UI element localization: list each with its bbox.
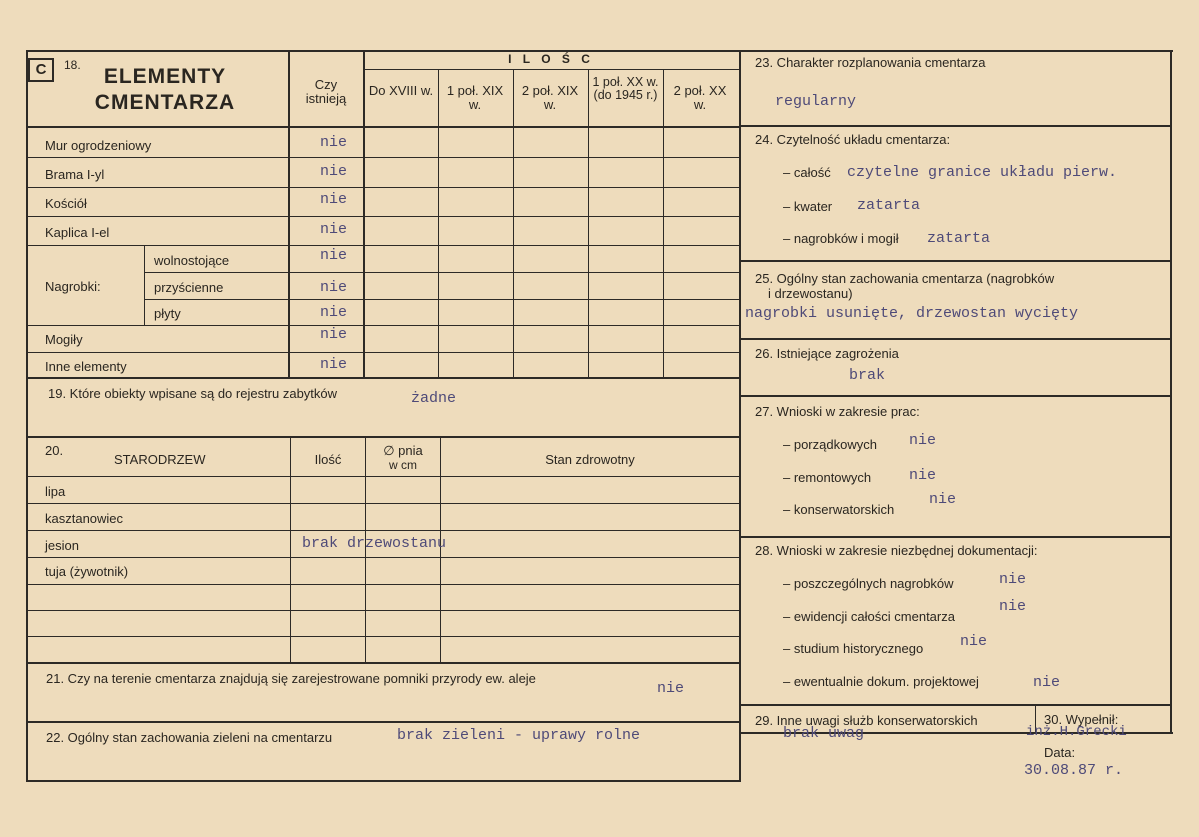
divider	[26, 530, 739, 531]
divider	[26, 187, 739, 188]
q20-number: 20.	[45, 443, 64, 458]
frame-right	[1170, 50, 1172, 734]
divider	[26, 584, 739, 585]
q24-item-label: – całość	[783, 165, 831, 180]
q28-item-label: – studium historycznego	[783, 641, 924, 656]
divider	[513, 70, 514, 378]
q29-label: 29. Inne uwagi służb konserwatorskich	[755, 713, 978, 728]
q30-name: inż.H.Grecki	[1026, 724, 1127, 740]
q27-label: 27. Wnioski w zakresie prac:	[755, 404, 920, 419]
row-value: nie	[320, 163, 348, 180]
section-letter-box: C	[28, 58, 54, 82]
nagrobki-sub-value: nie	[320, 279, 348, 296]
col-exists-header: Czy istnieją	[305, 77, 347, 106]
frame-middle	[739, 50, 741, 782]
col-period-2: 1 poł. XIX w.	[446, 83, 504, 112]
q28-label: 28. Wnioski w zakresie niezbędnej dokumentacji:	[755, 543, 1038, 558]
q20-col-diam: ∅ pnia	[383, 443, 423, 458]
q25-value: nagrobki usunięte, drzewostan wycięty	[745, 305, 1079, 322]
q19-label: 19. Które obiekty wpisane są do rejestru zabytków	[48, 386, 338, 401]
divider	[26, 503, 739, 504]
q30-date-label: Data:	[1044, 745, 1076, 760]
q20-header: STARODRZEW	[114, 452, 206, 467]
tree-label: lipa	[45, 484, 66, 499]
q24-item-value: zatarta	[927, 230, 991, 247]
divider	[26, 352, 739, 353]
divider	[144, 299, 739, 300]
frame-left	[26, 50, 28, 782]
q25-label-line1: 25. Ogólny stan zachowania cmentarza (nagrobków	[755, 271, 1055, 286]
divider	[26, 557, 739, 558]
q27-item-value: nie	[909, 467, 937, 484]
section-title-line2: CMENTARZA	[94, 91, 236, 114]
nagrobki-sub-label: płyty	[154, 306, 181, 321]
q20-col-count: Ilość	[314, 452, 342, 467]
divider	[739, 260, 1172, 262]
row-value: nie	[320, 356, 348, 373]
q27-item-label: – porządkowych	[783, 437, 877, 452]
divider	[739, 704, 1172, 706]
col-period-4: 1 poł. XX w. (do 1945 r.)	[592, 75, 659, 102]
col-period-3: 2 poł. XIX w.	[521, 83, 579, 112]
q26-value: brak	[849, 367, 886, 384]
nagrobki-label: Nagrobki:	[45, 279, 101, 294]
divider	[290, 437, 291, 662]
q24-item-value: zatarta	[857, 197, 921, 214]
q24-item-label: – nagrobków i mogił	[783, 231, 899, 246]
q26-label: 26. Istniejące zagrożenia	[755, 346, 899, 361]
q24-label: 24. Czytelność układu cmentarza:	[755, 132, 951, 147]
divider	[26, 377, 739, 379]
divider	[26, 636, 739, 637]
q28-item-label: – ewentualnie dokum. projektowej	[783, 674, 979, 689]
q24-item-label: – kwater	[783, 199, 833, 214]
row-label: Inne elementy	[45, 359, 127, 374]
divider	[438, 70, 439, 378]
nagrobki-sub-value: nie	[320, 304, 348, 321]
q30-date: 30.08.87 r.	[1024, 762, 1124, 779]
divider	[288, 50, 290, 378]
col-period-1: Do XVIII w.	[368, 83, 434, 98]
divider	[739, 125, 1172, 127]
row-label: Mur ogrodzeniowy	[45, 138, 152, 153]
q20-col-health: Stan zdrowotny	[545, 452, 635, 467]
nagrobki-sub-label: przyścienne	[154, 280, 224, 295]
row-label: Kaplica I-el	[45, 225, 110, 240]
row-label: Brama I-yl	[45, 167, 105, 182]
nagrobki-sub-label: wolnostojące	[154, 253, 230, 268]
q25-label-line2: i drzewostanu)	[768, 286, 853, 301]
q20-value: brak drzewostanu	[302, 535, 447, 552]
tree-label: kasztanowiec	[45, 511, 124, 526]
q28-item-value: nie	[1033, 674, 1061, 691]
divider	[26, 157, 739, 158]
q21-value: nie	[657, 680, 685, 697]
tree-label: tuja (żywotnik)	[45, 564, 129, 579]
frame-bottom	[26, 780, 741, 782]
q28-item-value: nie	[960, 633, 988, 650]
row-label: Mogiły	[45, 332, 83, 347]
divider	[26, 610, 739, 611]
divider	[588, 70, 589, 378]
col-period-5: 2 poł. XX w.	[673, 83, 727, 112]
q27-item-label: – remontowych	[783, 470, 872, 485]
q23-label: 23. Charakter rozplanowania cmentarza	[755, 55, 986, 70]
divider	[26, 436, 739, 438]
divider	[144, 245, 145, 325]
divider	[26, 721, 739, 723]
divider	[739, 536, 1172, 538]
row-label: Kościół	[45, 196, 87, 211]
q19-value: żadne	[411, 390, 457, 407]
q28-item-value: nie	[999, 571, 1027, 588]
row-value: nie	[320, 221, 348, 238]
divider	[26, 662, 739, 664]
divider	[739, 338, 1172, 340]
q27-item-value: nie	[929, 491, 957, 508]
divider	[26, 325, 739, 326]
tree-label: jesion	[45, 538, 79, 553]
q22-value: brak zieleni - uprawy rolne	[397, 727, 641, 744]
divider	[363, 50, 365, 378]
divider	[26, 476, 739, 477]
row-value: nie	[320, 191, 348, 208]
q23-value: regularny	[775, 93, 857, 110]
q27-item-value: nie	[909, 432, 937, 449]
q21-label: 21. Czy na terenie cmentarza znajdują się zarejestrowane pomniki przyrody ew. aleje	[46, 671, 536, 686]
divider	[739, 395, 1172, 397]
divider	[26, 216, 739, 217]
divider	[363, 69, 739, 70]
section-title-line1: ELEMENTY	[103, 65, 227, 88]
ilosc-header: I L O Ś C	[508, 52, 594, 66]
divider	[663, 70, 664, 378]
q28-item-label: – ewidencji całości cmentarza	[783, 609, 955, 624]
q27-item-label: – konserwatorskich	[783, 502, 895, 517]
q22-label: 22. Ogólny stan zachowania zieleni na cmentarzu	[46, 730, 333, 745]
row-value: nie	[320, 326, 348, 343]
divider	[144, 272, 739, 273]
q28-item-value: nie	[999, 598, 1027, 615]
q28-item-label: – poszczególnych nagrobków	[783, 576, 954, 591]
section-number: 18.	[64, 58, 81, 72]
q20-col-diam-unit: w cm	[389, 458, 417, 472]
row-value: nie	[320, 134, 348, 151]
nagrobki-sub-value: nie	[320, 247, 348, 264]
divider	[26, 245, 739, 246]
q30-label: 30. Wypełnił:	[1044, 712, 1119, 727]
q24-item-value: czytelne granice układu pierw.	[847, 164, 1118, 181]
divider	[26, 126, 739, 128]
q29-value: brak uwag	[783, 725, 865, 742]
